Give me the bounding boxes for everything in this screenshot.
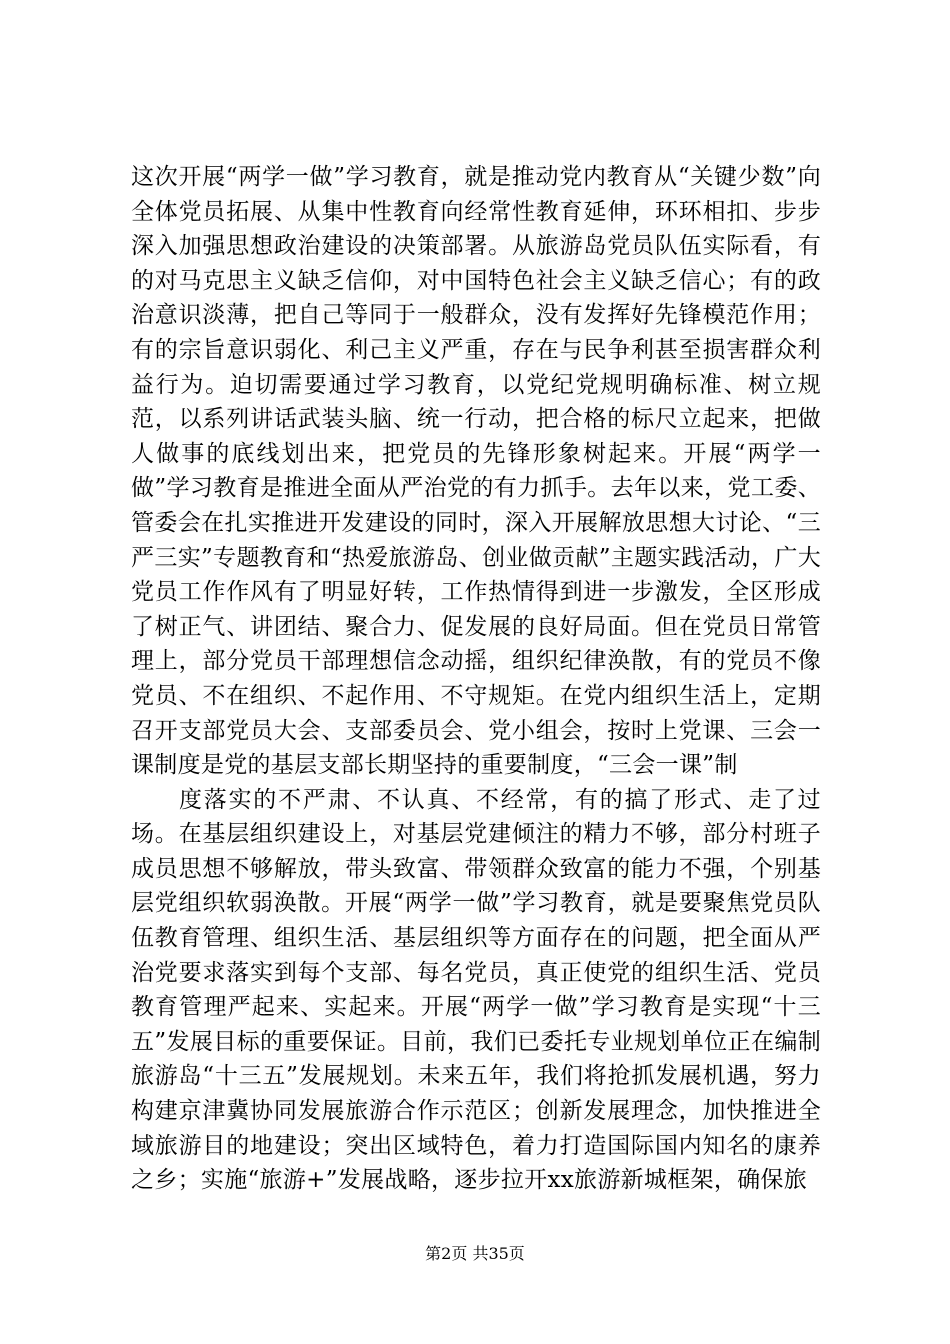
document-body — [131, 160, 821, 1198]
page-number: 第2页 共35页 — [425, 1244, 525, 1263]
paragraph-2: 度落实的不严肃、不认真、不经常，有的搞了形式、走了过场。在基层组织建设上，对基层党建倾注的精力不够，部分村班子成员思想不够解放，带头致富、带领群众致富的能力不强，个别基层党组织软弱涣散。开展“两学一做”学习教育，就是要聚焦党员队伍教育管理、组织生活、基层组织等方面存在的问题，把全面从严治党要求落实到每个支部、每名党员，真正使党的组织生活、党员教育管理严起来、实起来。开展“两学一做”学习教育是实现“十三五”发展目标的重要保证。目前，我们已委托专业规划单位正在编制旅游岛“十三五”发展规划。未来五年，我们将抢抓发展机遇，努力构建京津冀协同发展旅游合作示范区；创新发展理念，加快推进全域旅游目的地建设；突出区域特色，着力打造国际国内知名的康养之乡；实施“旅游+”发展战略，逐步拉开xx旅游新城框架，确保旅 — [131, 786, 821, 1194]
paragraph-1: 这次开展“两学一做”学习教育，就是推动党内教育从“关键少数”向全体党员拓展、从集中性教育向经常性教育延伸，环环相扣、步步深入加强思想政治建设的决策部署。从旅游岛党员队伍实际看，有的对马克思主义缺乏信仰，对中国特色社会主义缺乏信心；有的政治意识淡薄，把自己等同于一般群众，没有发挥好先锋模范作用；有的宗旨意识弱化、利己主义严重，存在与民争利甚至损害群众利益行为。迫切需要通过学习教育，以党纪党规明确标准、树立规范，以系列讲话武装头脑、统一行动，把合格的标尺立起来，把做人做事的底线划出来，把党员的先锋形象树起来。开展“两学一做”学习教育是推进全面从严治党的有力抓手。去年以来，党工委、管委会在扎实推进开发建设的同时，深入开展解放思想大讨论、“三严三实”专题教育和“热爱旅游岛、创业做贡献”主题实践活动，广大党员工作作风有了明显好转，工作热情得到进一步激发，全区形成了树正气、讲团结、聚合力、促发展的良好局面。但在党员日常管理上，部分党员干部理想信念动摇，组织纪律涣散，有的党员不像党员、不在组织、不起作用、不守规矩。在党内组织生活上，定期召开支部党员大会、支部委员会、党小组会，按时上党课、三会一课制度是党的基层支部长期坚持的重要制度，“三会一课”制 — [131, 164, 821, 779]
